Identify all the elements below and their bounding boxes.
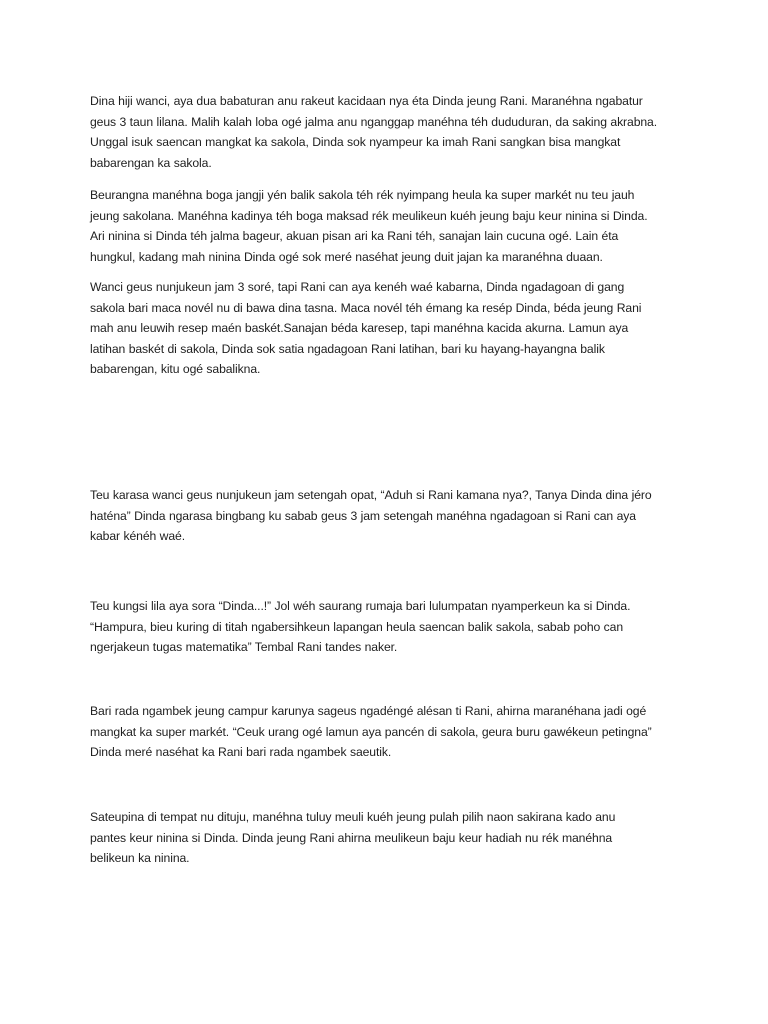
paragraph-5 <box>90 596 690 658</box>
text-line: Bari rada ngambek jeung campur karunya sageus ngadéngé alésan ti Rani, ahirna maranéhana jadi ogé <box>90 704 647 718</box>
paragraph-2 <box>90 185 690 267</box>
text-line: haténa” Dinda ngarasa bingbang ku sabab geus 3 jam setengah manéhna ngadagoan si Rani can aya <box>90 508 636 523</box>
text-line: latihan baskét di sakola, Dinda sok satia ngadagoan Rani latihan, bari ku hayang-hayangna balik <box>90 341 605 356</box>
text-line: ngerjakeun tugas matematika” Tembal Rani tandes naker. <box>90 640 398 655</box>
text-line: Unggal isuk saencan mangkat ka sakola, Dinda sok nyampeur ka imah Rani sangkan bisa mangkat <box>90 135 621 150</box>
text-line: kabar kénéh waé. <box>90 529 186 544</box>
text-line: Dina hiji wanci, aya dua babaturan anu rakeut kacidaan nya éta Dinda jeung Rani. Maranéhna ngabatur <box>90 94 643 108</box>
text-line: pantes keur ninina si Dinda. Dinda jeung Rani ahirna meulikeun baju keur hadiah nu rék manéhna <box>90 830 613 845</box>
text-line: Sateupina di tempat nu dituju, manéhna tuluy meuli kuéh jeung pulah pilih naon sakirana kado anu <box>90 810 616 824</box>
text-line: hungkul, kadang mah ninina Dinda ogé sok meré naséhat jeung duit jajan ka maranéhna duaan. <box>90 249 603 264</box>
text-line: sakola bari maca novél nu di bawa dina tasna. Maca novél téh émang ka resép Dinda, béda jeung Rani <box>90 300 642 315</box>
text-line: Teu karasa wanci geus nunjukeun jam setengah opat, “Aduh si Rani kamana nya?, Tanya Dinda dina jéro <box>90 488 652 502</box>
text-line: “Hampura, bieu kuring di titah ngabersihkeun lapangan heula saencan balik sakola, sabab poho can <box>90 619 624 634</box>
paragraph-4 <box>90 485 690 547</box>
text-line: mangkat ka super markét. “Ceuk urang ogé lamun aya pancén di sakola, geura buru gawékeun petingna” <box>90 724 652 739</box>
text-line: geus 3 taun lilana. Malih kalah loba ogé jalma anu nganggap manéhna téh dududuran, da saking akrabna. <box>90 114 658 129</box>
text-line: babarengan ka sakola. <box>90 155 212 170</box>
paragraph-7 <box>90 807 690 869</box>
paragraph-3 <box>90 277 690 380</box>
text-line: Dinda meré naséhat ka Rani bari rada ngambek saeutik. <box>90 745 392 760</box>
text-line: belikeun ka ninina. <box>90 851 190 866</box>
paragraph-1 <box>90 91 690 173</box>
text-line: Teu kungsi lila aya sora “Dinda...!” Jol wéh saurang rumaja bari lulumpatan nyamperkeun ka si Dinda. <box>90 599 631 613</box>
text-line: Ari ninina si Dinda téh jalma bageur, akuan pisan ari ka Rani téh, sanajan lain cucuna ogé. Lain éta <box>90 229 619 244</box>
text-line: babarengan, kitu ogé sabalikna. <box>90 362 261 377</box>
text-line: mah anu leuwih resep maén baskét.Sanajan béda karesep, tapi manéhna kacida akurna. Lamun aya <box>90 321 629 336</box>
text-line: Wanci geus nunjukeun jam 3 soré, tapi Rani can aya kenéh waé kabarna, Dinda ngadagoan di gang <box>90 280 625 294</box>
text-line: jeung sakolana. Manéhna kadinya téh boga maksad rék meulikeun kuéh jeung baju keur ninina si Dinda. <box>90 208 648 223</box>
paragraph-6 <box>90 701 690 763</box>
text-line: Beurangna manéhna boga jangji yén balik sakola téh rék nyimpang heula ka super markét nu teu jauh <box>90 188 635 202</box>
